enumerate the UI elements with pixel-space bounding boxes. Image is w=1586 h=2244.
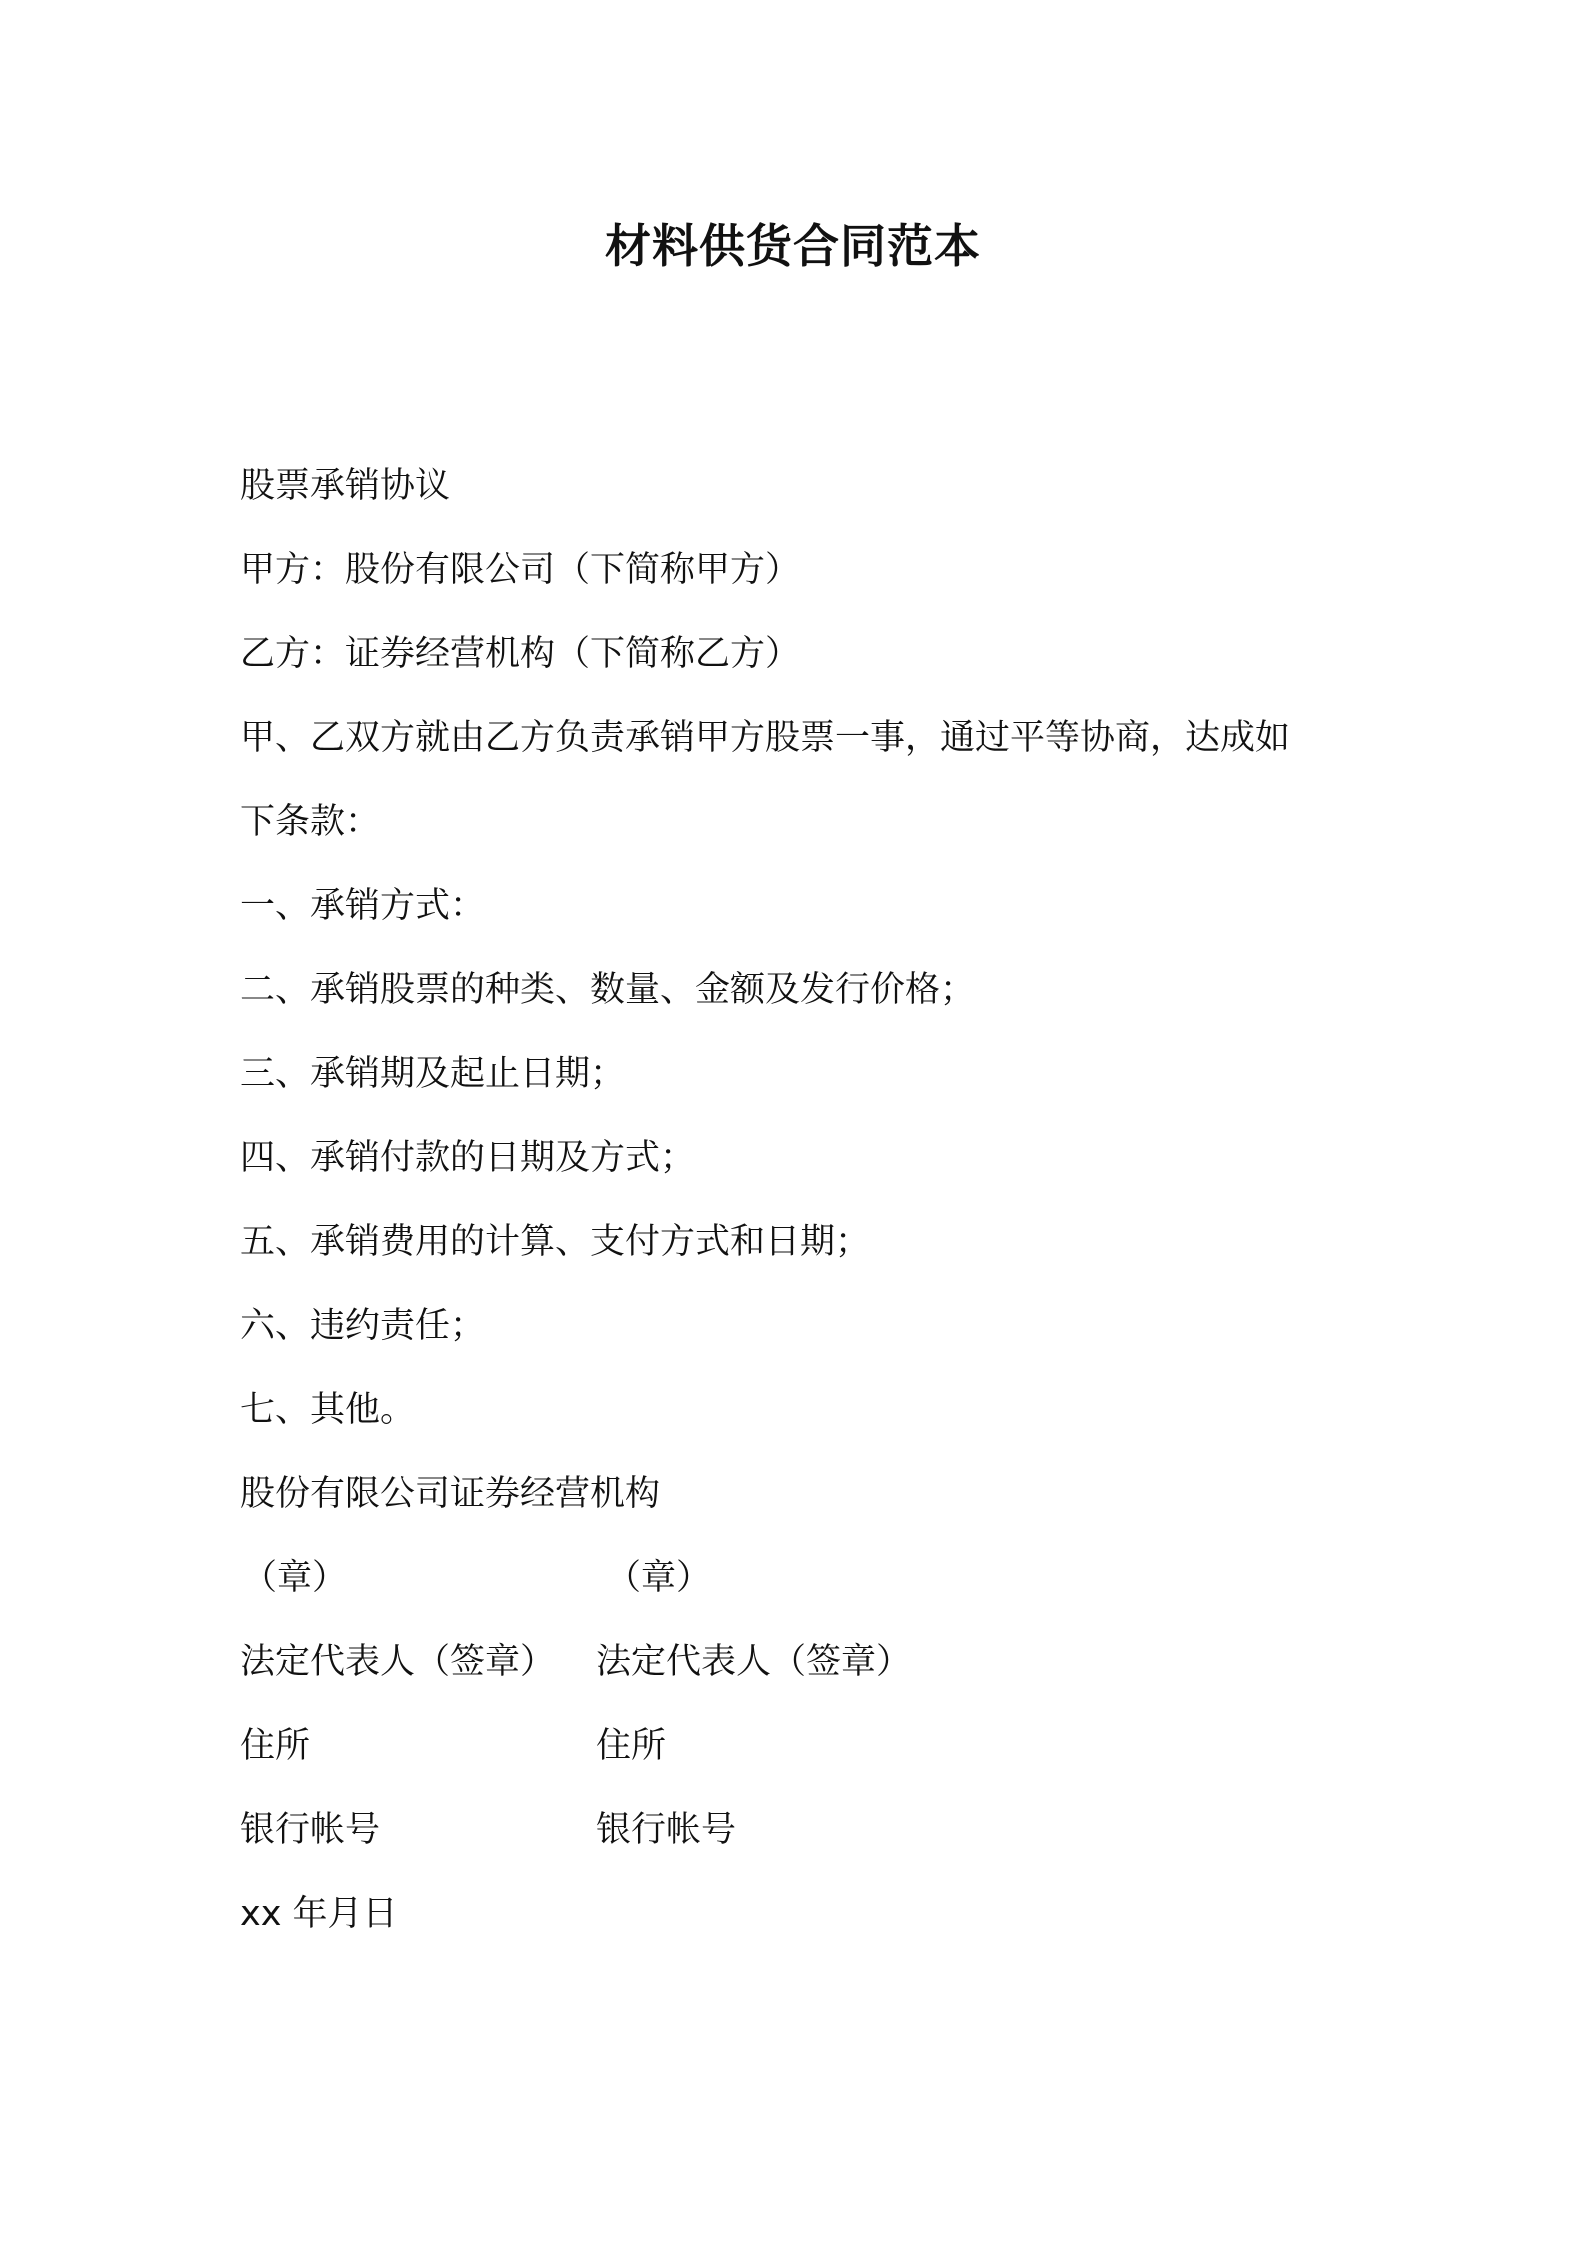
clause-6: 六、违约责任； xyxy=(240,1306,486,1346)
intro-line-1: 甲、乙双方就由乙方负责承销甲方股票一事，通过平等协商，达成如 xyxy=(240,718,1291,758)
seal-a: （章） xyxy=(242,1558,348,1598)
bank-account-row xyxy=(240,1788,1360,1872)
intro-line-2: 下条款： xyxy=(240,802,381,842)
representative-a: 法定代表人（签章） xyxy=(240,1642,556,1682)
bank-account-b: 银行帐号 xyxy=(596,1810,737,1850)
document-title: 材料供货合同范本 xyxy=(605,219,981,273)
signature-parties-line: 股份有限公司证券经营机构 xyxy=(240,1474,661,1514)
clause-4: 四、承销付款的日期及方式； xyxy=(240,1138,696,1178)
seal-b: （章） xyxy=(606,1558,712,1598)
seal-row xyxy=(240,1536,1360,1620)
clause-7: 七、其他。 xyxy=(240,1390,416,1430)
representative-row xyxy=(240,1620,1360,1704)
clause-3: 三、承销期及起止日期； xyxy=(240,1054,626,1094)
agreement-subtitle: 股票承销协议 xyxy=(240,466,451,506)
clause-5: 五、承销费用的计算、支付方式和日期； xyxy=(240,1222,871,1262)
bank-account-a: 银行帐号 xyxy=(240,1810,381,1850)
clause-1: 一、承销方式： xyxy=(240,886,486,926)
party-b-line: 乙方：证券经营机构（下简称乙方） xyxy=(240,634,801,674)
address-row xyxy=(240,1704,1360,1788)
signing-date: xx 年月日 xyxy=(240,1894,398,1934)
clause-2: 二、承销股票的种类、数量、金额及发行价格； xyxy=(240,970,976,1010)
representative-b: 法定代表人（签章） xyxy=(596,1642,912,1682)
address-b: 住所 xyxy=(596,1726,667,1766)
party-a-line: 甲方：股份有限公司（下简称甲方） xyxy=(240,550,801,590)
document-body xyxy=(240,444,1360,1956)
address-a: 住所 xyxy=(240,1726,311,1766)
